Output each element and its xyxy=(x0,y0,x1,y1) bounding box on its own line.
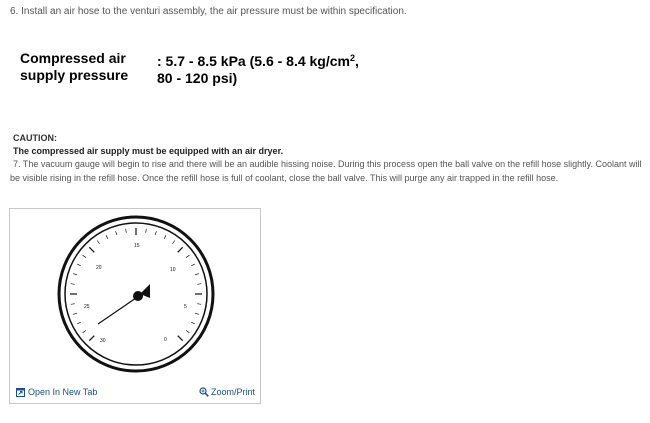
gauge-tick xyxy=(89,247,94,252)
gauge-tick xyxy=(186,330,189,332)
gauge-label-5: 5 xyxy=(184,304,187,310)
gauge-label-30: 30 xyxy=(100,338,106,344)
gauge-needle xyxy=(98,298,136,324)
gauge-tick xyxy=(97,241,99,244)
gauge-label-10: 10 xyxy=(170,267,176,273)
step-6-text: 6. Install an air hose to the venturi assembly, the air pressure must be within specification. xyxy=(10,6,407,17)
gauge-tick xyxy=(77,264,81,266)
gauge-tick xyxy=(106,235,108,239)
gauge-tick xyxy=(191,322,195,324)
gauge-tick xyxy=(197,304,201,305)
gauge-tick xyxy=(71,284,75,285)
spec-value-line2: 80 - 120 psi) xyxy=(157,70,238,86)
zoom-icon xyxy=(199,387,209,397)
gauge-tick xyxy=(172,241,174,244)
spec-value-part2: , xyxy=(355,53,359,69)
gauge-tick xyxy=(191,264,195,266)
caution-title: CAUTION: xyxy=(13,133,57,143)
open-in-new-tab-link[interactable] xyxy=(16,387,97,397)
gauge-tick xyxy=(178,336,183,341)
gauge-tick xyxy=(83,330,86,332)
gauge-label-0: 0 xyxy=(164,337,167,343)
spec-value-superscript: 2 xyxy=(350,53,356,63)
gauge-tick xyxy=(155,231,156,235)
open-in-new-tab-label: Open In New Tab xyxy=(28,387,98,397)
gauge-label-15: 15 xyxy=(134,243,140,249)
spec-label-line2: supply pressure xyxy=(20,67,129,83)
spec-label-line1: Compressed air xyxy=(20,50,126,66)
spec-label xyxy=(20,50,145,84)
spec-value xyxy=(157,53,417,87)
gauge-tick xyxy=(195,274,199,275)
zoom-print-label: Zoom/Print xyxy=(210,387,255,397)
gauge-tick xyxy=(197,284,201,285)
vacuum-gauge-illustration xyxy=(56,214,216,374)
gauge-label-20: 20 xyxy=(96,265,102,271)
spec-value-line1 xyxy=(157,53,417,70)
gauge-tick xyxy=(73,313,77,314)
spec-value-part1: : 5.7 - 8.5 kPa (5.6 - 8.4 kg/cm xyxy=(157,53,350,69)
gauge-tick xyxy=(186,255,189,257)
gauge-tick xyxy=(146,229,147,233)
gauge-label-25: 25 xyxy=(84,304,90,310)
gauge-tick xyxy=(195,313,199,314)
figure-panel xyxy=(9,208,261,404)
gauge-tick xyxy=(89,336,94,341)
gauge-tick xyxy=(83,255,86,257)
caution-text: The compressed air supply must be equipped with an air dryer. xyxy=(13,146,284,156)
gauge-tick xyxy=(126,229,127,233)
gauge-tick xyxy=(71,304,75,305)
gauge-tick xyxy=(116,231,117,235)
gauge-tick xyxy=(77,322,81,324)
open-new-tab-icon xyxy=(16,388,25,397)
figure-toolbar xyxy=(10,385,260,403)
gauge-tick xyxy=(178,247,183,252)
zoom-print-link[interactable] xyxy=(199,387,255,397)
step-7-text: 7. The vacuum gauge will begin to rise and there will be an audible hissing noise. During this process open the ball valve on the refill hose slightly. Coolant will be visible rising in the refill hose. Once the refill hose is full of coolant, close the ball valve. This will purge any air trapped in the refill hose. xyxy=(10,159,642,183)
gauge-tick xyxy=(164,235,166,239)
gauge-tick xyxy=(73,274,77,275)
